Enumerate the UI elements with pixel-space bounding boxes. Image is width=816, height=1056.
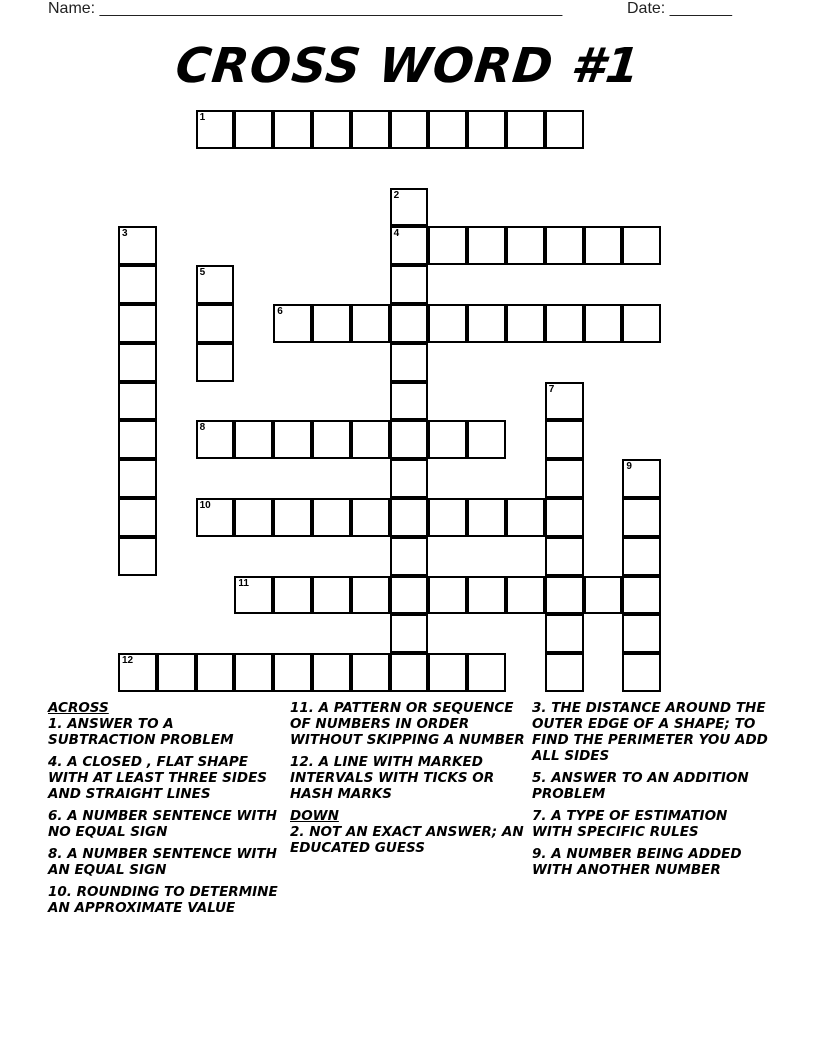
grid-cell[interactable] [196,343,235,382]
grid-cell[interactable] [273,420,312,459]
clue-across-6: 6. A NUMBER SENTENCE WITH NO EQUAL SIGN [48,808,277,840]
grid-cell[interactable] [273,653,312,692]
grid-cell[interactable] [390,188,429,227]
clue-number: 3 [122,228,128,240]
down-heading: DOWN [290,808,339,824]
grid-cell[interactable] [506,110,545,149]
grid-cell[interactable] [312,498,351,537]
grid-cell[interactable] [584,304,623,343]
grid-cell[interactable] [390,265,429,304]
clue-number: 11 [238,577,249,589]
clue-number: 9 [626,461,632,473]
grid-cell[interactable] [390,110,429,149]
clues-column-3 [532,700,768,884]
grid-cell[interactable] [428,498,467,537]
clue-across-8: 8. A NUMBER SENTENCE WITH AN EQUAL SIGN [48,846,277,878]
grid-cell[interactable] [622,537,661,576]
grid-cell[interactable] [273,304,312,343]
grid-cell[interactable] [351,110,390,149]
clue-number: 4 [393,228,400,240]
grid-cell[interactable] [428,576,467,615]
clue-across-11: 11. A PATTERN OR SEQUENCE OF NUMBERS IN ORDER WITHOUT SKIPPING A NUMBER [290,700,525,748]
grid-cell[interactable] [390,498,429,537]
grid-cell[interactable] [506,226,545,265]
grid-cell[interactable] [390,537,429,576]
grid-cell[interactable] [428,420,467,459]
clue-across-10: 10. ROUNDING TO DETERMINE AN APPROXIMATE VALUE [48,884,278,916]
grid-cell[interactable] [467,576,506,615]
grid-cell[interactable] [428,226,467,265]
clue-number: 6 [277,306,283,317]
grid-cell[interactable] [390,343,429,382]
grid-cell[interactable] [312,576,351,615]
grid-cell[interactable] [312,420,351,459]
grid-cell[interactable] [312,110,351,149]
grid-cell[interactable] [506,304,545,343]
grid-cell[interactable] [622,653,661,692]
grid-cell[interactable] [118,459,157,498]
grid-cell[interactable] [390,576,429,615]
clue-number: 2 [393,189,400,201]
grid-cell[interactable] [545,614,584,653]
grid-cell[interactable] [390,420,429,459]
grid-cell[interactable] [467,304,506,343]
grid-cell[interactable] [545,537,584,576]
grid-cell[interactable] [118,343,157,382]
grid-cell[interactable] [273,498,312,537]
grid-cell[interactable] [196,420,235,459]
clue-number: 1 [199,112,206,123]
clue-down-2: 2. NOT AN EXACT ANSWER; AN EDUCATED GUESS [290,824,524,856]
clue-number: 8 [199,422,206,434]
grid-cell[interactable] [390,382,429,421]
grid-cell[interactable] [196,653,235,692]
grid-cell[interactable] [118,382,157,421]
clue-across-1: 1. ANSWER TO A SUBTRACTION PROBLEM [48,716,234,748]
grid-cell[interactable] [390,459,429,498]
grid-cell[interactable] [467,110,506,149]
grid-cell[interactable] [622,304,661,343]
grid-cell[interactable] [196,304,235,343]
grid-cell[interactable] [312,304,351,343]
grid-cell[interactable] [622,576,661,615]
grid-cell[interactable] [273,110,312,149]
clue-down-7: 7. A TYPE OF ESTIMATION WITH SPECIFIC RULES [532,808,728,840]
grid-cell[interactable] [545,304,584,343]
across-heading: ACROSS [48,700,109,716]
clue-number: 10 [199,500,211,511]
page-title: CROSS WORD #1 [172,38,644,94]
grid-cell[interactable] [467,420,506,459]
grid-cell[interactable] [118,265,157,304]
clue-down-5: 5. ANSWER TO AN ADDITION PROBLEM [532,770,749,802]
grid-cell[interactable] [622,459,661,498]
grid-cell[interactable] [118,653,157,692]
grid-cell[interactable] [545,110,584,149]
clue-number: 5 [199,267,206,279]
grid-cell[interactable] [118,498,157,537]
grid-cell[interactable] [351,576,390,615]
grid-cell[interactable] [118,420,157,459]
grid-cell[interactable] [545,653,584,692]
grid-cell[interactable] [545,382,584,421]
grid-cell[interactable] [234,110,273,149]
grid-cell[interactable] [118,226,157,265]
grid-cell[interactable] [467,226,506,265]
grid-cell[interactable] [196,498,235,537]
grid-cell[interactable] [390,653,429,692]
grid-cell[interactable] [545,420,584,459]
clue-across-4: 4. A CLOSED , FLAT SHAPE WITH AT LEAST THREE SIDES AND STRAIGHT LINES [48,754,268,802]
grid-cell[interactable] [622,226,661,265]
grid-cell[interactable] [390,304,429,343]
clues-column-2 [290,700,526,862]
clue-number: 12 [122,655,134,667]
grid-cell[interactable] [196,110,235,149]
grid-cell[interactable] [622,614,661,653]
grid-cell[interactable] [312,653,351,692]
grid-cell[interactable] [234,576,273,615]
grid-cell[interactable] [506,498,545,537]
grid-cell[interactable] [467,498,506,537]
grid-cell[interactable] [351,304,390,343]
grid-cell[interactable] [545,226,584,265]
grid-cell[interactable] [390,614,429,653]
clue-down-3: 3. THE DISTANCE AROUND THE OUTER EDGE OF A SHAPE; TO FIND THE PERIMETER YOU ADD ALL SIDES [532,700,768,764]
grid-cell[interactable] [196,265,235,304]
grid-cell[interactable] [584,576,623,615]
clue-across-12: 12. A LINE WITH MARKED INTERVALS WITH TICKS OR HASH MARKS [290,754,495,802]
clue-number: 7 [548,383,555,395]
grid-cell[interactable] [234,420,273,459]
grid-cell[interactable] [545,459,584,498]
grid-cell[interactable] [118,537,157,576]
grid-cell[interactable] [545,576,584,615]
grid-cell[interactable] [428,653,467,692]
grid-cell[interactable] [157,653,196,692]
grid-cell[interactable] [428,110,467,149]
grid-cell[interactable] [351,653,390,692]
name-line[interactable]: Name: ____________________________________________________ [48,0,563,17]
grid-cell[interactable] [622,498,661,537]
grid-cell[interactable] [584,226,623,265]
grid-cell[interactable] [351,420,390,459]
grid-cell[interactable] [545,498,584,537]
grid-cell[interactable] [506,576,545,615]
date-line[interactable]: Date: _______ [627,0,732,17]
grid-cell[interactable] [273,576,312,615]
clues-column-1 [48,700,284,922]
grid-cell[interactable] [428,304,467,343]
grid-cell[interactable] [351,498,390,537]
grid-cell[interactable] [234,653,273,692]
grid-cell[interactable] [390,226,429,265]
grid-cell[interactable] [467,653,506,692]
grid-cell[interactable] [234,498,273,537]
clue-down-9: 9. A NUMBER BEING ADDED WITH ANOTHER NUMBER [532,846,742,878]
grid-cell[interactable] [118,304,157,343]
